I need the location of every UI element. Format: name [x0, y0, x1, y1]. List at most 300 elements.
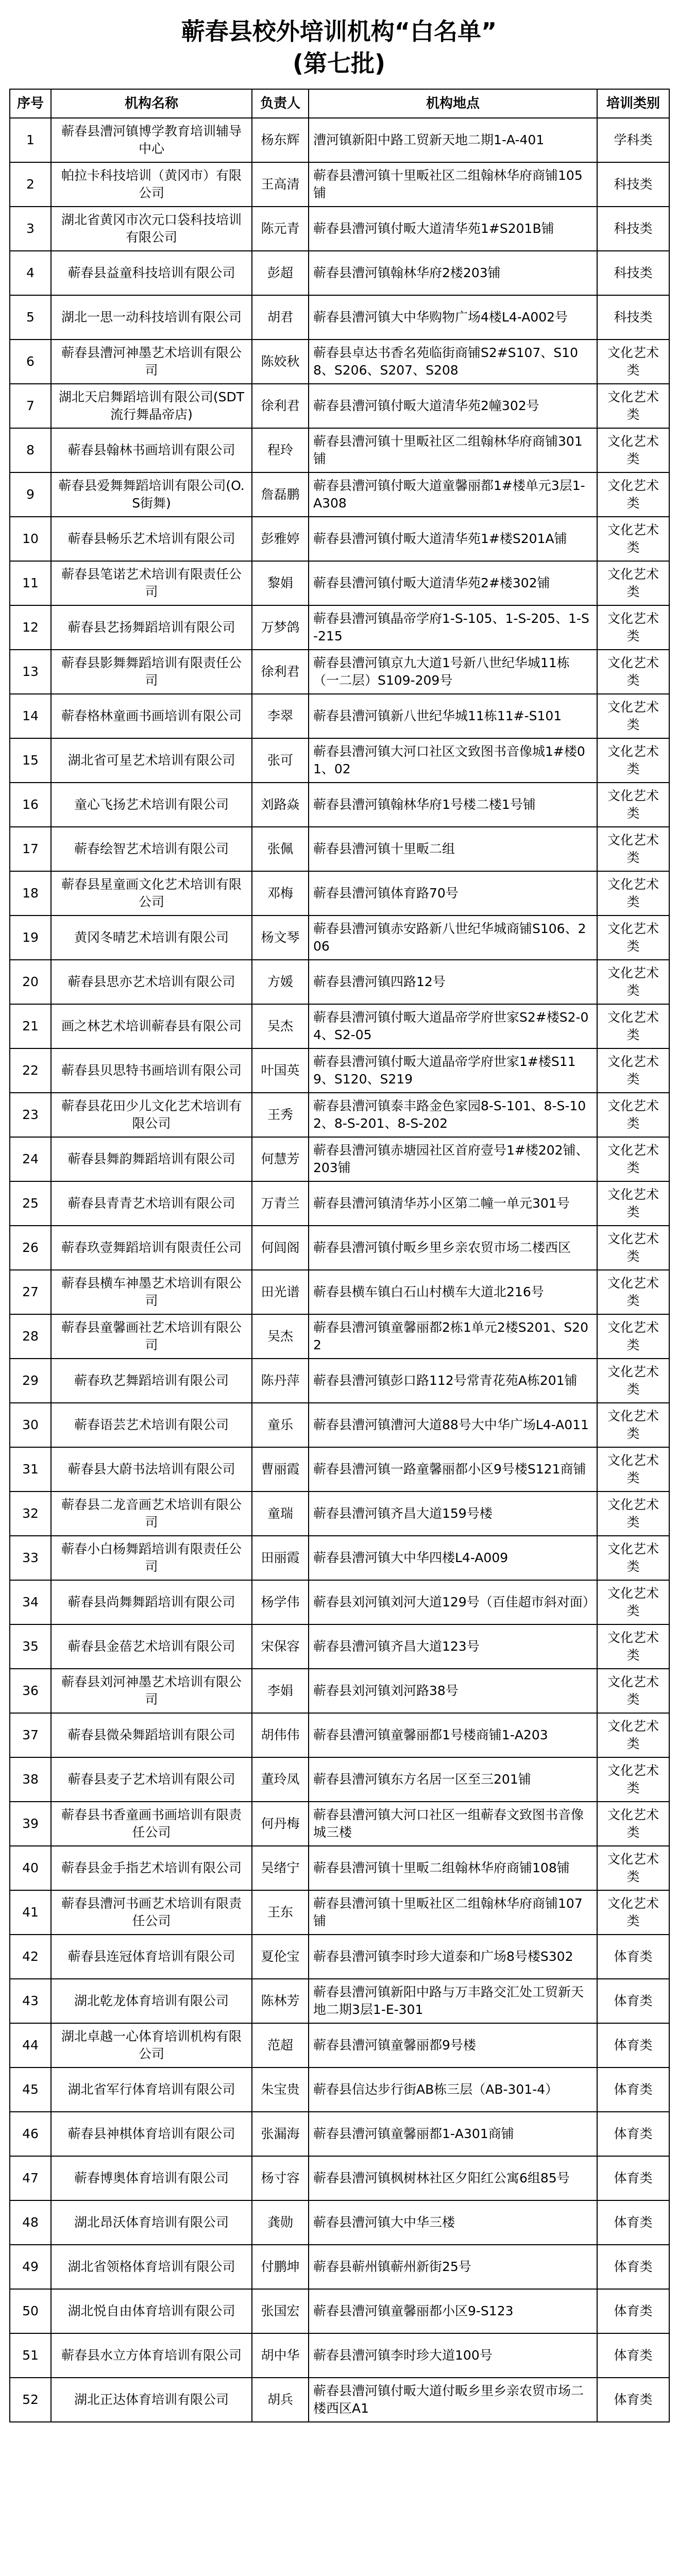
cell-index: 19 — [10, 916, 51, 960]
cell-index: 46 — [10, 2112, 51, 2156]
cell-org-name: 湖北省军行体育培训有限公司 — [51, 2067, 252, 2112]
cell-location: 蕲春县漕河镇大中华四楼L4-A009 — [309, 1536, 597, 1580]
table-row — [10, 1935, 669, 1979]
cell-org-name: 蕲春县连冠体育培训有限公司 — [51, 1935, 252, 1979]
table-row — [10, 1757, 669, 1802]
cell-category: 文化艺术类 — [597, 428, 669, 472]
cell-principal: 方媛 — [252, 960, 309, 1004]
cell-org-name: 蕲春县横车神墨艺术培训有限公司 — [51, 1270, 252, 1314]
cell-category: 学科类 — [597, 118, 669, 162]
cell-category: 文化艺术类 — [597, 1492, 669, 1536]
cell-location: 蕲春县漕河镇付畈乡里乡亲农贸市场二楼西区 — [309, 1226, 597, 1270]
cell-category: 文化艺术类 — [597, 694, 669, 738]
table-row — [10, 1890, 669, 1935]
cell-org-name: 湖北昂沃体育培训有限公司 — [51, 2200, 252, 2245]
cell-location: 蕲春县漕河镇京九大道1号新八世纪华城11栋（一二层）S109-209号 — [309, 650, 597, 694]
cell-index: 3 — [10, 207, 51, 251]
cell-category: 文化艺术类 — [597, 1890, 669, 1935]
cell-principal: 詹磊鹏 — [252, 472, 309, 517]
cell-location: 蕲春县漕河镇新八世纪华城11栋11#-S101 — [309, 694, 597, 738]
table-row — [10, 340, 669, 384]
cell-principal: 田光谱 — [252, 1270, 309, 1314]
cell-index: 31 — [10, 1447, 51, 1492]
cell-index: 1 — [10, 118, 51, 162]
cell-index: 39 — [10, 1802, 51, 1846]
cell-location: 蕲春县漕河镇付畈大道晶帝学府世家1#楼S119、S120、S219 — [309, 1048, 597, 1093]
cell-category: 文化艺术类 — [597, 340, 669, 384]
cell-org-name: 蕲春博奥体育培训有限公司 — [51, 2156, 252, 2200]
cell-location: 蕲春县漕河镇付畈大道童馨丽都1#楼单元3层1-A308 — [309, 472, 597, 517]
table-row — [10, 916, 669, 960]
cell-org-name: 蕲春县神棋体育培训有限公司 — [51, 2112, 252, 2156]
cell-category: 文化艺术类 — [597, 1447, 669, 1492]
cell-category: 文化艺术类 — [597, 1359, 669, 1403]
cell-org-name: 湖北正达体育培训有限公司 — [51, 2378, 252, 2422]
cell-category: 文化艺术类 — [597, 1757, 669, 1802]
table-row — [10, 1713, 669, 1757]
table-row — [10, 428, 669, 472]
cell-location: 蕲春县漕河镇新阳中路与万丰路交汇处工贸新天地二期3层1-E-301 — [309, 1979, 597, 2023]
cell-location: 蕲春县漕河镇童馨丽都1号楼商铺1-A203 — [309, 1713, 597, 1757]
cell-principal: 张国宏 — [252, 2289, 309, 2333]
cell-category: 文化艺术类 — [597, 1226, 669, 1270]
cell-index: 11 — [10, 561, 51, 605]
cell-category: 文化艺术类 — [597, 871, 669, 916]
cell-principal: 邓梅 — [252, 871, 309, 916]
cell-org-name: 蕲春县大蔚书法培训有限公司 — [51, 1447, 252, 1492]
cell-location: 蕲春县漕河镇翰林华府2楼203铺 — [309, 251, 597, 295]
cell-org-name: 蕲春县花田少儿文化艺术培训有限公司 — [51, 1093, 252, 1137]
table-row — [10, 2378, 669, 2422]
cell-principal: 彭雅婷 — [252, 517, 309, 561]
table-row — [10, 1979, 669, 2023]
page-title — [9, 15, 669, 79]
cell-category: 文化艺术类 — [597, 472, 669, 517]
table-row — [10, 1226, 669, 1270]
cell-location: 蕲春县漕河镇李时珍大道100号 — [309, 2333, 597, 2378]
cell-org-name: 蕲春县金蓓艺术培训有限公司 — [51, 1624, 252, 1669]
table-row — [10, 1669, 669, 1713]
table-row — [10, 1004, 669, 1048]
cell-index: 52 — [10, 2378, 51, 2422]
cell-principal: 付鹏坤 — [252, 2245, 309, 2289]
cell-index: 25 — [10, 1181, 51, 1226]
table-row — [10, 472, 669, 517]
cell-index: 16 — [10, 783, 51, 827]
table-row — [10, 1048, 669, 1093]
cell-index: 32 — [10, 1492, 51, 1536]
cell-location: 蕲春县漕河镇童馨丽都2栋1单元2楼S201、S202 — [309, 1314, 597, 1359]
cell-org-name: 蕲春县尚舞舞蹈培训有限公司 — [51, 1580, 252, 1624]
table-row — [10, 2333, 669, 2378]
cell-org-name: 蕲春县贝思特书画培训有限公司 — [51, 1048, 252, 1093]
cell-category: 体育类 — [597, 2245, 669, 2289]
cell-principal: 陈丹萍 — [252, 1359, 309, 1403]
cell-location: 蕲春县漕河镇晶帝学府1-S-105、1-S-205、1-S-215 — [309, 605, 597, 650]
cell-principal: 黎娟 — [252, 561, 309, 605]
cell-org-name: 蕲春小白杨舞蹈培训有限责任公司 — [51, 1536, 252, 1580]
cell-index: 44 — [10, 2023, 51, 2067]
table-row — [10, 1447, 669, 1492]
cell-principal: 龚勋 — [252, 2200, 309, 2245]
cell-location: 蕲春县漕河镇四路12号 — [309, 960, 597, 1004]
cell-location: 蕲春县漕河镇翰林华府1号楼二楼1号铺 — [309, 783, 597, 827]
cell-index: 50 — [10, 2289, 51, 2333]
cell-principal: 何慧芳 — [252, 1137, 309, 1181]
cell-org-name: 蕲春县益童科技培训有限公司 — [51, 251, 252, 295]
cell-principal: 陈元青 — [252, 207, 309, 251]
cell-category: 文化艺术类 — [597, 1270, 669, 1314]
cell-org-name: 蕲春县漕河镇博学教育培训辅导中心 — [51, 118, 252, 162]
cell-location: 蕲春县漕河镇东方名居一区至三201铺 — [309, 1757, 597, 1802]
cell-index: 40 — [10, 1846, 51, 1890]
cell-category: 文化艺术类 — [597, 1669, 669, 1713]
cell-category: 文化艺术类 — [597, 650, 669, 694]
cell-location: 蕲春县漕河镇体育路70号 — [309, 871, 597, 916]
cell-org-name: 湖北悦自由体育培训有限公司 — [51, 2289, 252, 2333]
cell-location: 蕲春县漕河镇付畈大道清华苑2幢302号 — [309, 384, 597, 428]
cell-principal: 程玲 — [252, 428, 309, 472]
cell-category: 文化艺术类 — [597, 738, 669, 783]
cell-index: 35 — [10, 1624, 51, 1669]
cell-location: 蕲春县漕河镇童馨丽都1-A301商铺 — [309, 2112, 597, 2156]
cell-location: 蕲春县横车镇白石山村横车大道北216号 — [309, 1270, 597, 1314]
table-row — [10, 960, 669, 1004]
cell-category: 科技类 — [597, 251, 669, 295]
cell-index: 42 — [10, 1935, 51, 1979]
cell-location: 蕲春县漕河镇十里畈社区二组翰林华府商铺301铺 — [309, 428, 597, 472]
header-category: 培训类别 — [597, 89, 669, 118]
cell-org-name: 蕲春县二龙音画艺术培训有限公司 — [51, 1492, 252, 1536]
cell-index: 7 — [10, 384, 51, 428]
cell-index: 34 — [10, 1580, 51, 1624]
cell-org-name: 蕲春县思亦艺术培训有限公司 — [51, 960, 252, 1004]
cell-location: 蕲春县漕河镇赤塘园社区首府壹号1#楼202铺、203铺 — [309, 1137, 597, 1181]
cell-location: 蕲春县漕河镇漕河大道88号大中华广场L4-A011 — [309, 1403, 597, 1447]
cell-location: 蕲春县漕河镇泰丰路金色家园8-S-101、8-S-102、8-S-201、8-S-202 — [309, 1093, 597, 1137]
table-row — [10, 1580, 669, 1624]
cell-location: 蕲春县漕河镇十里畈社区二组翰林华府商铺105铺 — [309, 162, 597, 207]
cell-org-name: 湖北乾龙体育培训有限公司 — [51, 1979, 252, 2023]
cell-org-name: 湖北省黄冈市次元口袋科技培训有限公司 — [51, 207, 252, 251]
cell-category: 文化艺术类 — [597, 1314, 669, 1359]
table-body — [10, 118, 669, 2422]
cell-index: 23 — [10, 1093, 51, 1137]
cell-location: 蕲春县漕河镇付畈大道付畈乡里乡亲农贸市场二楼西区A1 — [309, 2378, 597, 2422]
cell-location: 蕲春县漕河镇十里畈二组 — [309, 827, 597, 871]
cell-org-name: 蕲春绘智艺术培训有限公司 — [51, 827, 252, 871]
cell-location: 蕲春县漕河镇大中华购物广场4楼L4-A002号 — [309, 295, 597, 340]
cell-org-name: 蕲春县童馨画社艺术培训有限公司 — [51, 1314, 252, 1359]
cell-org-name: 蕲春县金手指艺术培训有限公司 — [51, 1846, 252, 1890]
cell-location: 蕲春县漕河镇大中华三楼 — [309, 2200, 597, 2245]
cell-org-name: 蕲春县书香童画书画培训有限责任公司 — [51, 1802, 252, 1846]
cell-principal: 吴杰 — [252, 1314, 309, 1359]
cell-org-name: 蕲春县艺扬舞蹈培训有限公司 — [51, 605, 252, 650]
table-row — [10, 871, 669, 916]
cell-index: 10 — [10, 517, 51, 561]
cell-org-name: 湖北卓越一心体育培训机构有限公司 — [51, 2023, 252, 2067]
cell-index: 43 — [10, 1979, 51, 2023]
table-row — [10, 738, 669, 783]
table-row — [10, 1846, 669, 1890]
table-row — [10, 1624, 669, 1669]
cell-principal: 王东 — [252, 1890, 309, 1935]
cell-location: 蕲春县漕河镇付畈大道清华苑2#楼302铺 — [309, 561, 597, 605]
cell-principal: 张佩 — [252, 827, 309, 871]
cell-org-name: 蕲春县爱舞舞蹈培训有限公司(O.S街舞) — [51, 472, 252, 517]
table-row — [10, 2289, 669, 2333]
cell-index: 38 — [10, 1757, 51, 1802]
cell-principal: 万梦鸽 — [252, 605, 309, 650]
cell-index: 29 — [10, 1359, 51, 1403]
cell-location: 蕲春县蕲州镇蕲州新街25号 — [309, 2245, 597, 2289]
cell-category: 文化艺术类 — [597, 384, 669, 428]
cell-principal: 王高清 — [252, 162, 309, 207]
cell-category: 体育类 — [597, 2112, 669, 2156]
table-row — [10, 384, 669, 428]
cell-index: 48 — [10, 2200, 51, 2245]
cell-org-name: 湖北省可星艺术培训有限公司 — [51, 738, 252, 783]
cell-org-name: 湖北省领格体育培训有限公司 — [51, 2245, 252, 2289]
cell-index: 13 — [10, 650, 51, 694]
cell-category: 文化艺术类 — [597, 1846, 669, 1890]
table-row — [10, 650, 669, 694]
cell-index: 30 — [10, 1403, 51, 1447]
table-row — [10, 605, 669, 650]
cell-principal: 彭超 — [252, 251, 309, 295]
cell-category: 文化艺术类 — [597, 783, 669, 827]
cell-category: 文化艺术类 — [597, 1403, 669, 1447]
cell-index: 22 — [10, 1048, 51, 1093]
cell-location: 蕲春县漕河镇大河口社区文致图书音像城1#楼01、02 — [309, 738, 597, 783]
cell-org-name: 蕲春县水立方体育培训有限公司 — [51, 2333, 252, 2378]
cell-principal: 杨文琴 — [252, 916, 309, 960]
cell-index: 5 — [10, 295, 51, 340]
whitelist-table — [9, 89, 670, 2422]
cell-location: 蕲春县漕河镇十里畈二组翰林华府商铺108铺 — [309, 1846, 597, 1890]
cell-org-name: 湖北一思一动科技培训有限公司 — [51, 295, 252, 340]
cell-index: 9 — [10, 472, 51, 517]
cell-principal: 刘路焱 — [252, 783, 309, 827]
cell-principal: 徐利君 — [252, 650, 309, 694]
table-row — [10, 1403, 669, 1447]
cell-index: 21 — [10, 1004, 51, 1048]
cell-index: 24 — [10, 1137, 51, 1181]
cell-org-name: 蕲春格林童画书画培训有限公司 — [51, 694, 252, 738]
cell-principal: 万青兰 — [252, 1181, 309, 1226]
cell-category: 体育类 — [597, 1935, 669, 1979]
table-row — [10, 162, 669, 207]
table-row — [10, 1093, 669, 1137]
table-row — [10, 1492, 669, 1536]
cell-principal: 吴绪宁 — [252, 1846, 309, 1890]
cell-location: 蕲春县漕河镇大河口社区一组蕲春文致图书音像城三楼 — [309, 1802, 597, 1846]
cell-principal: 夏伦宝 — [252, 1935, 309, 1979]
header-org-name: 机构名称 — [51, 89, 252, 118]
cell-index: 33 — [10, 1536, 51, 1580]
cell-principal: 胡君 — [252, 295, 309, 340]
cell-index: 15 — [10, 738, 51, 783]
cell-index: 51 — [10, 2333, 51, 2378]
cell-org-name: 湖北天启舞蹈培训有限公司(SDT流行舞晶帝店) — [51, 384, 252, 428]
cell-principal: 杨东辉 — [252, 118, 309, 162]
cell-principal: 张可 — [252, 738, 309, 783]
cell-org-name: 蕲春县舞韵舞蹈培训有限公司 — [51, 1137, 252, 1181]
cell-org-name: 蕲春县微朵舞蹈培训有限公司 — [51, 1713, 252, 1757]
cell-location: 蕲春县信达步行街AB栋三层（AB-301-4） — [309, 2067, 597, 2112]
cell-category: 文化艺术类 — [597, 827, 669, 871]
cell-principal: 陈姣秋 — [252, 340, 309, 384]
cell-location: 蕲春县漕河镇李时珍大道泰和广场8号楼S302 — [309, 1935, 597, 1979]
cell-org-name: 黄冈冬晴艺术培训有限公司 — [51, 916, 252, 960]
cell-org-name: 童心飞扬艺术培训有限公司 — [51, 783, 252, 827]
cell-principal: 童乐 — [252, 1403, 309, 1447]
cell-category: 文化艺术类 — [597, 1624, 669, 1669]
cell-org-name: 蕲春县翰林书画培训有限公司 — [51, 428, 252, 472]
title-line1: 蕲春县校外培训机构“白名单” — [181, 18, 497, 45]
cell-index: 17 — [10, 827, 51, 871]
cell-principal: 杨寸容 — [252, 2156, 309, 2200]
title-line2: (第七批) — [292, 49, 386, 77]
cell-principal: 叶国英 — [252, 1048, 309, 1093]
cell-org-name: 蕲春县影舞舞蹈培训有限责任公司 — [51, 650, 252, 694]
cell-principal: 吴杰 — [252, 1004, 309, 1048]
cell-category: 文化艺术类 — [597, 605, 669, 650]
cell-category: 科技类 — [597, 207, 669, 251]
cell-location: 蕲春县漕河镇彭口路112号常青花苑A栋201铺 — [309, 1359, 597, 1403]
table-row — [10, 1536, 669, 1580]
cell-category: 体育类 — [597, 2156, 669, 2200]
cell-location: 蕲春县卓达书香名苑临街商铺S2#S107、S108、S206、S207、S208 — [309, 340, 597, 384]
cell-org-name: 蕲春县畅乐艺术培训有限公司 — [51, 517, 252, 561]
table-row — [10, 118, 669, 162]
cell-location: 蕲春县漕河镇齐昌大道159号楼 — [309, 1492, 597, 1536]
cell-principal: 王秀 — [252, 1093, 309, 1137]
cell-category: 科技类 — [597, 162, 669, 207]
table-row — [10, 1137, 669, 1181]
cell-index: 18 — [10, 871, 51, 916]
cell-location: 蕲春县漕河镇童馨丽都小区9-S123 — [309, 2289, 597, 2333]
cell-org-name: 蕲春县笔诺艺术培训有限责任公司 — [51, 561, 252, 605]
cell-category: 体育类 — [597, 2023, 669, 2067]
table-row — [10, 1181, 669, 1226]
cell-index: 41 — [10, 1890, 51, 1935]
cell-category: 文化艺术类 — [597, 1536, 669, 1580]
cell-org-name: 蕲春县星童画文化艺术培训有限公司 — [51, 871, 252, 916]
cell-principal: 何闾阁 — [252, 1226, 309, 1270]
cell-principal: 范超 — [252, 2023, 309, 2067]
cell-category: 体育类 — [597, 2333, 669, 2378]
header-principal: 负责人 — [252, 89, 309, 118]
cell-location: 蕲春县漕河镇童馨丽都9号楼 — [309, 2023, 597, 2067]
cell-org-name: 帕拉卡科技培训（黄冈市）有限公司 — [51, 162, 252, 207]
table-row — [10, 694, 669, 738]
cell-category: 文化艺术类 — [597, 1137, 669, 1181]
cell-principal: 宋保容 — [252, 1624, 309, 1669]
cell-org-name: 蕲春玖艺舞蹈培训有限公司 — [51, 1359, 252, 1403]
table-row — [10, 1314, 669, 1359]
table-row — [10, 1802, 669, 1846]
table-row — [10, 2023, 669, 2067]
cell-category: 体育类 — [597, 2200, 669, 2245]
cell-principal: 何丹梅 — [252, 1802, 309, 1846]
cell-org-name: 蕲春县麦子艺术培训有限公司 — [51, 1757, 252, 1802]
table-row — [10, 1359, 669, 1403]
cell-category: 文化艺术类 — [597, 561, 669, 605]
cell-index: 36 — [10, 1669, 51, 1713]
cell-principal: 曹丽霞 — [252, 1447, 309, 1492]
cell-category: 文化艺术类 — [597, 1802, 669, 1846]
table-row — [10, 783, 669, 827]
cell-location: 蕲春县漕河镇付畈大道清华苑1#楼S201A铺 — [309, 517, 597, 561]
cell-principal: 陈林芳 — [252, 1979, 309, 2023]
cell-category: 文化艺术类 — [597, 1048, 669, 1093]
table-header-row — [10, 89, 669, 118]
table-row — [10, 517, 669, 561]
cell-principal: 朱宝贵 — [252, 2067, 309, 2112]
cell-index: 14 — [10, 694, 51, 738]
cell-location: 蕲春县漕河镇付畈大道晶帝学府世家S2#楼S2-04、S2-05 — [309, 1004, 597, 1048]
cell-principal: 李翠 — [252, 694, 309, 738]
cell-index: 12 — [10, 605, 51, 650]
cell-location: 蕲春县刘河镇刘河大道129号（百佳超市斜对面） — [309, 1580, 597, 1624]
cell-index: 2 — [10, 162, 51, 207]
table-row — [10, 2245, 669, 2289]
table-row — [10, 295, 669, 340]
cell-index: 8 — [10, 428, 51, 472]
cell-category: 体育类 — [597, 1979, 669, 2023]
cell-location: 蕲春县漕河镇一路童馨丽都小区9号楼S121商铺 — [309, 1447, 597, 1492]
cell-principal: 张漏海 — [252, 2112, 309, 2156]
cell-org-name: 蕲春县漕河神墨艺术培训有限公司 — [51, 340, 252, 384]
cell-location: 蕲春县刘河镇刘河路38号 — [309, 1669, 597, 1713]
cell-principal: 董玲凤 — [252, 1757, 309, 1802]
cell-org-name: 蕲春语芸艺术培训有限公司 — [51, 1403, 252, 1447]
cell-category: 文化艺术类 — [597, 1181, 669, 1226]
header-index: 序号 — [10, 89, 51, 118]
cell-principal: 杨学伟 — [252, 1580, 309, 1624]
cell-principal: 胡伟伟 — [252, 1713, 309, 1757]
cell-location: 蕲春县漕河镇清华苏小区第二幢一单元301号 — [309, 1181, 597, 1226]
cell-org-name: 蕲春县漕河书画艺术培训有限责任公司 — [51, 1890, 252, 1935]
header-location: 机构地点 — [309, 89, 597, 118]
cell-org-name: 画之林艺术培训蕲春县有限公司 — [51, 1004, 252, 1048]
table-row — [10, 2112, 669, 2156]
table-row — [10, 1270, 669, 1314]
cell-principal: 徐利君 — [252, 384, 309, 428]
cell-category: 体育类 — [597, 2289, 669, 2333]
table-row — [10, 827, 669, 871]
cell-org-name: 蕲春玖壹舞蹈培训有限责任公司 — [51, 1226, 252, 1270]
cell-category: 科技类 — [597, 295, 669, 340]
cell-index: 6 — [10, 340, 51, 384]
cell-location: 蕲春县漕河镇赤安路新八世纪华城商铺S106、206 — [309, 916, 597, 960]
cell-principal: 李娟 — [252, 1669, 309, 1713]
cell-category: 文化艺术类 — [597, 1580, 669, 1624]
cell-principal: 胡中华 — [252, 2333, 309, 2378]
cell-org-name: 蕲春县刘河神墨艺术培训有限公司 — [51, 1669, 252, 1713]
cell-principal: 童瑞 — [252, 1492, 309, 1536]
cell-location: 蕲春县漕河镇枫树林社区夕阳红公寓6组85号 — [309, 2156, 597, 2200]
table-row — [10, 561, 669, 605]
cell-location: 蕲春县漕河镇付畈大道清华苑1#S201B铺 — [309, 207, 597, 251]
cell-category: 文化艺术类 — [597, 1093, 669, 1137]
cell-category: 文化艺术类 — [597, 960, 669, 1004]
cell-location: 漕河镇新阳中路工贸新天地二期1-A-401 — [309, 118, 597, 162]
cell-index: 27 — [10, 1270, 51, 1314]
cell-category: 文化艺术类 — [597, 1713, 669, 1757]
